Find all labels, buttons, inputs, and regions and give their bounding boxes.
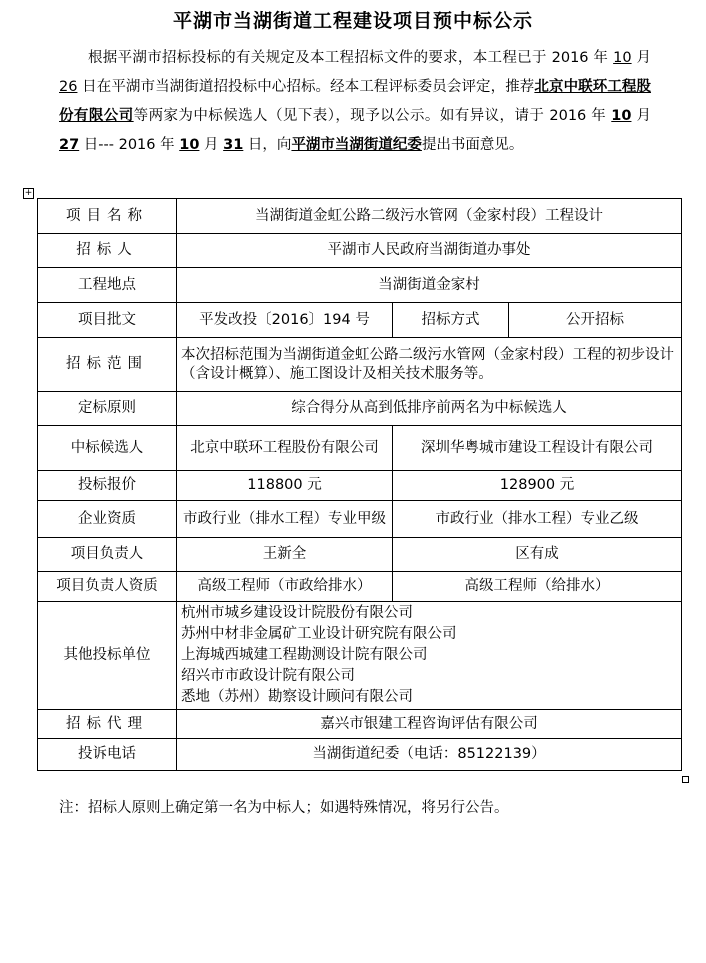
tenderer-value: 平湖市人民政府当湖街道办事处	[177, 234, 682, 268]
other-bidder: 上海城西城建工程勘测设计院有限公司	[181, 647, 428, 663]
table-resize-handle-icon[interactable]	[682, 776, 689, 783]
intro-text-8: 日，向	[243, 137, 292, 153]
method-label: 招标方式	[393, 303, 509, 338]
objection-authority: 平湖市当湖街道纪委	[291, 137, 422, 153]
other-bidder: 绍兴市市政设计院有限公司	[181, 668, 355, 684]
intro-text-7: 月	[199, 137, 224, 153]
table-row	[38, 234, 682, 268]
qualification-2: 市政行业（排水工程）专业乙级	[393, 501, 682, 538]
intro-text-3: 日在平湖市当湖街道招投标中心招标。经本工程评标委员会评定，推荐	[77, 79, 535, 95]
table-move-handle-icon[interactable]: +	[24, 188, 33, 198]
intro-text-9: 提出书面意见。	[421, 137, 524, 153]
manager-1: 王新全	[177, 538, 393, 572]
candidate-2: 深圳华粤城市建设工程设计有限公司	[393, 426, 682, 471]
intro-text-1: 根据平湖市招标投标的有关规定及本工程招标文件的要求，本工程已于 2016 年	[88, 50, 614, 66]
location-value: 当湖街道金家村	[177, 268, 682, 303]
table-row	[38, 501, 682, 538]
intro-paragraph	[59, 44, 651, 160]
intro-text-6: 日--- 2016 年	[79, 137, 180, 153]
table-row	[38, 392, 682, 426]
table-row	[38, 739, 682, 771]
price-1: 118800 元	[177, 471, 393, 501]
principle-value: 综合得分从高到低排序前两名为中标候选人	[177, 392, 682, 426]
price-label: 投标报价	[38, 471, 177, 501]
manager-label: 项目负责人	[38, 538, 177, 572]
manager-qualification-2: 高级工程师（给排水）	[393, 572, 682, 602]
approval-value: 平发改投〔2016〕194 号	[177, 303, 393, 338]
other-bidders-label: 其他投标单位	[38, 602, 177, 710]
table-row	[38, 426, 682, 471]
other-bidders-list	[177, 602, 682, 710]
intro-text-4: 等两家为中标候选人（见下表），现予以公示。如有异议，请于 2016 年	[133, 108, 612, 124]
method-value: 公开招标	[509, 303, 682, 338]
table-row	[38, 572, 682, 602]
other-bidder: 杭州市城乡建设设计院股份有限公司	[181, 605, 413, 621]
manager-qualification-1: 高级工程师（市政给排水）	[177, 572, 393, 602]
table-row	[38, 471, 682, 501]
complaint-label: 投诉电话	[38, 739, 177, 771]
tenderer-label: 招标人	[38, 234, 177, 268]
footnote: 注：招标人原则上确定第一名为中标人；如遇特殊情况，将另行公告。	[59, 800, 509, 816]
project-name-value: 当湖街道金虹公路二级污水管网（金家村段）工程设计	[177, 199, 682, 234]
table-row	[38, 268, 682, 303]
document-title: 平湖市当湖街道工程建设项目预中标公示	[172, 10, 533, 32]
candidate-1: 北京中联环工程股份有限公司	[177, 426, 393, 471]
table-row	[38, 303, 682, 338]
candidate-label: 中标候选人	[38, 426, 177, 471]
objection-end-day: 31	[223, 137, 244, 153]
bid-info-table	[37, 198, 682, 771]
objection-end-month: 10	[179, 137, 200, 153]
project-name-label: 项目名称	[38, 199, 177, 234]
scope-value: 本次招标范围为当湖街道金虹公路二级污水管网（金家村段）工程的初步设计（含设计概算）、施工图设计及相关技术服务等。	[177, 338, 682, 392]
approval-label: 项目批文	[38, 303, 177, 338]
qualification-1: 市政行业（排水工程）专业甲级	[177, 501, 393, 538]
table-row	[38, 602, 682, 710]
agent-label: 招标代理	[38, 710, 177, 739]
table-row	[38, 199, 682, 234]
intro-text-5: 月	[631, 108, 652, 124]
principle-label: 定标原则	[38, 392, 177, 426]
objection-start-month: 10	[611, 108, 632, 124]
recommended-winner: 北京中联环工程股份有限公司	[59, 79, 652, 124]
manager-2: 区有成	[393, 538, 682, 572]
other-bidder: 悉地（苏州）勘察设计顾问有限公司	[181, 689, 413, 705]
table-row	[38, 338, 682, 392]
table-row	[38, 538, 682, 572]
intro-text-2: 月	[631, 50, 652, 66]
table-row	[38, 710, 682, 739]
objection-start-day: 27	[59, 137, 80, 153]
complaint-value: 当湖街道纪委（电话：85122139）	[177, 739, 682, 771]
open-day: 26	[59, 79, 78, 95]
manager-qualification-label: 项目负责人资质	[38, 572, 177, 602]
other-bidder: 苏州中材非金属矿工业设计研究院有限公司	[181, 626, 457, 642]
qualification-label: 企业资质	[38, 501, 177, 538]
location-label: 工程地点	[38, 268, 177, 303]
open-month: 10	[613, 50, 632, 66]
agent-value: 嘉兴市银建工程咨询评估有限公司	[177, 710, 682, 739]
scope-label: 招标范围	[38, 338, 177, 392]
price-2: 128900 元	[393, 471, 682, 501]
